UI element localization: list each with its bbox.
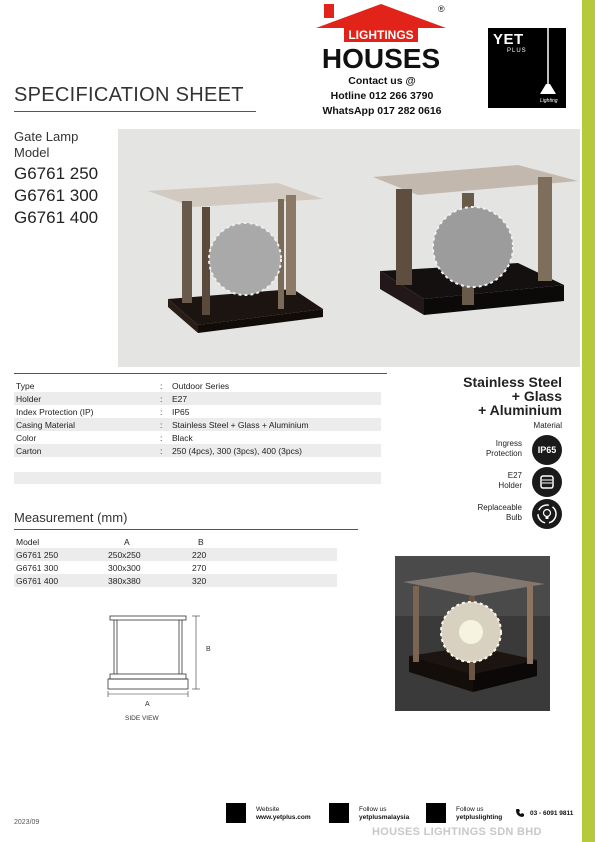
- material-line: + Aluminium: [478, 402, 562, 418]
- bulb-label-line: Bulb: [505, 513, 522, 522]
- holder-label-line: Holder: [498, 481, 522, 490]
- cell: 270: [190, 561, 337, 574]
- yetplus-tag: Lighting: [540, 98, 558, 104]
- holder-label-line: E27: [507, 471, 522, 480]
- dimension-b-label: B: [206, 646, 211, 653]
- bulb-label-line: Replaceable: [477, 503, 522, 512]
- spec-value: E27: [170, 392, 381, 405]
- model-item: G6761 300: [14, 186, 99, 205]
- feature-ip: [440, 435, 562, 467]
- measurement-row: [14, 561, 337, 574]
- spec-value: Black: [172, 432, 193, 443]
- spec-row: [14, 418, 381, 431]
- measurement-divider: [14, 529, 358, 530]
- spec-label: Color: [16, 432, 37, 443]
- website-label: Website: [256, 806, 280, 813]
- company-name: HOUSES LIGHTINGS SDN BHD: [372, 826, 542, 838]
- socket-icon: [532, 467, 562, 497]
- spec-value: Stainless Steel + Glass + Aluminium: [170, 418, 381, 431]
- material-line: Stainless Steel: [463, 374, 562, 390]
- header-cell: B: [190, 535, 337, 548]
- header-cell: Model: [14, 535, 104, 548]
- side-view-diagram: [100, 610, 230, 725]
- replace-bulb-icon: [532, 499, 562, 529]
- accent-sidebar: [582, 0, 595, 842]
- yetplus-sub: PLUS: [507, 48, 527, 54]
- website-qr-icon[interactable]: [226, 803, 246, 823]
- bulb-label: [432, 503, 522, 523]
- facebook-handle[interactable]: yetplusmalaysia: [359, 814, 410, 821]
- measurement-title: Measurement (mm): [14, 510, 128, 525]
- spec-row: [14, 379, 381, 392]
- ip-badge-icon: IP65: [532, 435, 562, 465]
- cell: G6761 400: [14, 574, 104, 587]
- revision-date: 2023/09: [14, 819, 40, 826]
- spec-row: [14, 431, 381, 444]
- instagram-handle[interactable]: yetpluslighting: [456, 814, 503, 821]
- feature-bulb: [440, 499, 562, 531]
- website-link[interactable]: www.yetplus.com: [256, 814, 311, 821]
- dimension-a-label: A: [145, 701, 150, 708]
- pendant-lamp-icon: [488, 28, 566, 108]
- facebook-label: Follow us: [359, 806, 387, 813]
- model-item: G6761 400: [14, 208, 99, 227]
- spec-value: IP65: [172, 406, 190, 417]
- spec-row: [14, 392, 381, 405]
- cell: 320: [190, 574, 337, 587]
- ip-label: [432, 439, 522, 459]
- spec-label: Type: [16, 380, 35, 391]
- instagram-info: [456, 806, 502, 822]
- instagram-label: Follow us: [456, 806, 484, 813]
- spec-sep: :: [160, 432, 163, 443]
- contact-heading: Contact us @: [348, 75, 416, 87]
- facebook-info: [359, 806, 409, 822]
- side-view-caption: SIDE VIEW: [125, 715, 159, 722]
- material-caption: Material: [533, 421, 562, 430]
- spec-table: [14, 379, 381, 457]
- title-divider: [14, 111, 256, 112]
- instagram-qr-icon[interactable]: [426, 803, 446, 823]
- phone-number: 03 - 6091 9811: [530, 810, 574, 817]
- model-item: G6761 250: [14, 164, 99, 183]
- product-photo-main: [118, 129, 580, 367]
- cell: G6761 250: [14, 548, 104, 561]
- spec-row: [14, 444, 381, 457]
- measurement-row: [14, 548, 337, 561]
- yetplus-brand: YET: [493, 31, 524, 48]
- facebook-qr-icon[interactable]: [329, 803, 349, 823]
- cell: 380x380: [104, 574, 190, 587]
- phone-icon: [515, 808, 525, 818]
- hotline-text: Hotline 012 266 3790: [330, 90, 434, 102]
- cell: 220: [190, 548, 337, 561]
- product-category: Gate Lamp: [14, 129, 79, 144]
- whatsapp-text: WhatsApp 017 282 0616: [322, 105, 442, 117]
- spec-sep: :: [160, 406, 163, 417]
- contact-block: [316, 74, 448, 119]
- spec-empty-row: [14, 472, 381, 484]
- spec-value: 250 (4pcs), 300 (3pcs), 400 (3pcs): [170, 444, 381, 457]
- ip-label-line: Ingress: [495, 439, 522, 448]
- spec-label: Casing Material: [14, 418, 158, 431]
- spec-sep: :: [158, 392, 170, 405]
- material-heading: [400, 375, 562, 417]
- logo-main-text: HOUSES: [321, 43, 441, 72]
- ip-label-line: Protection: [485, 449, 522, 458]
- product-photo-lit: [395, 556, 550, 711]
- header-cell: A: [104, 535, 190, 548]
- spec-label: Carton: [14, 444, 158, 457]
- measurement-table: [14, 535, 337, 587]
- model-heading: Model: [14, 145, 50, 160]
- spec-sep: :: [158, 444, 170, 457]
- spec-sep: :: [160, 380, 163, 391]
- spec-row: [14, 405, 381, 418]
- cell: 300x300: [104, 561, 190, 574]
- measurement-row: [14, 574, 337, 587]
- feature-holder: [440, 467, 562, 499]
- spec-sep: :: [158, 418, 170, 431]
- spec-label: Holder: [14, 392, 158, 405]
- cell: 250x250: [104, 548, 190, 561]
- product-heading: [14, 129, 78, 161]
- registered-mark: ®: [438, 4, 445, 14]
- measurement-header: [14, 535, 337, 548]
- model-list: [14, 163, 98, 229]
- website-info: [256, 806, 311, 822]
- spec-label: Index Protection (IP): [16, 406, 94, 417]
- spec-value: Outdoor Series: [172, 380, 230, 391]
- spec-divider: [14, 373, 387, 374]
- logo-top-text: LIGHTINGS: [348, 28, 414, 42]
- page-title: SPECIFICATION SHEET: [14, 84, 244, 106]
- holder-label: [432, 471, 522, 491]
- material-line: + Glass: [511, 388, 562, 404]
- houses-lightings-logo: [306, 2, 456, 72]
- cell: G6761 300: [14, 561, 104, 574]
- yetplus-logo: [488, 28, 566, 108]
